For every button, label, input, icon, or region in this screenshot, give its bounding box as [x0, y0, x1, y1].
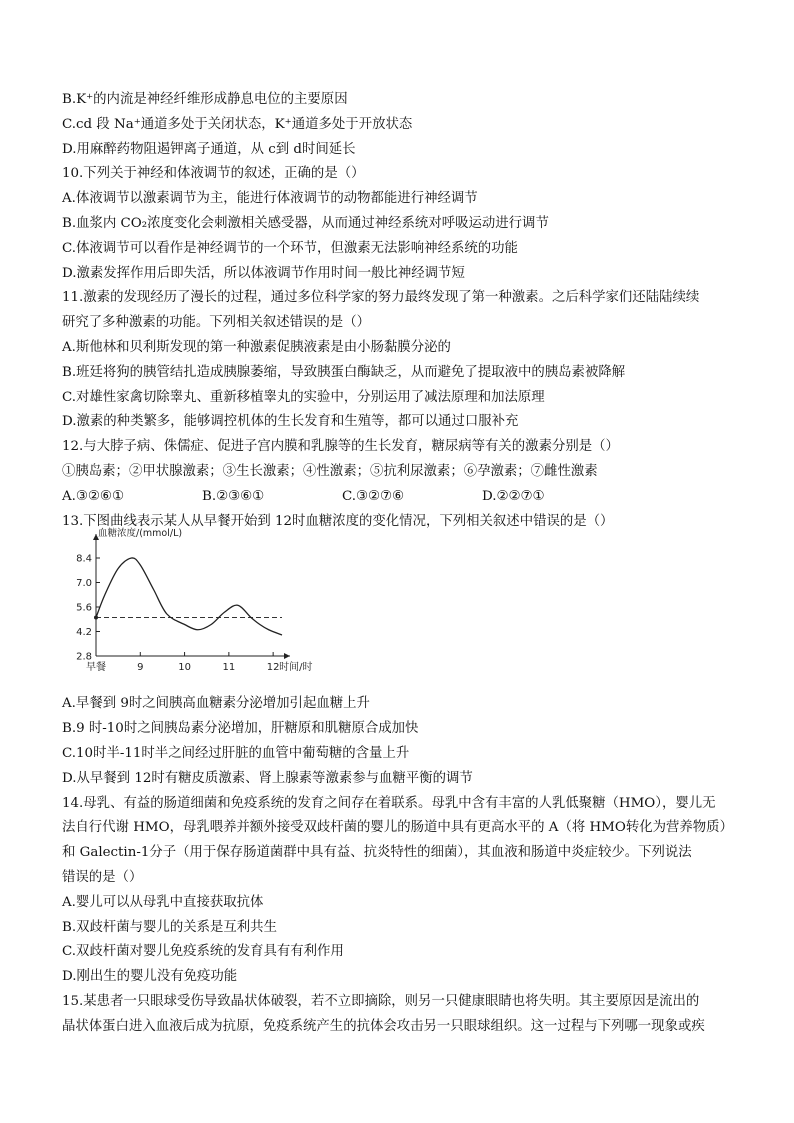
text-line: D.刚出生的婴儿没有免疫功能	[62, 969, 238, 985]
text-line: C.体液调节可以看作是神经调节的一个环节，但激素无法影响神经系统的功能	[62, 240, 518, 256]
text-line: B.9 时-10时之间胰岛素分泌增加，肝糖原和肌糖原合成加快	[62, 721, 419, 737]
x-tick-label: 10	[178, 662, 191, 674]
question-10-stem: 10.下列关于神经和体液调节的叙述，正确的是（）	[62, 166, 365, 182]
text-line: A.婴儿可以从母乳中直接获取抗体	[62, 894, 264, 910]
question-12-options	[62, 485, 734, 510]
text-line: A.体液调节以激素调节为主，能进行体液调节的动物都能进行神经调节	[62, 191, 478, 207]
text-line: B.双歧杆菌与婴儿的关系是互利共生	[62, 919, 277, 935]
text-line: A.早餐到 9时之间胰高血糖素分泌增加引起血糖上升	[62, 696, 370, 712]
y-tick-label: 2.8	[76, 651, 92, 663]
x-tick-label: 11	[222, 662, 236, 674]
x-tick-label: 12	[266, 662, 280, 674]
question-15-stem: 15.某患者一只眼球受伤导致晶状体破裂，若不立即摘除，则另一只健康眼睛也将失明。其主要原因是流出的	[62, 993, 700, 1009]
text-line: D.激素发挥作用后即失活，所以体液调节作用时间一般比神经调节短	[62, 265, 465, 281]
x-tick-label: 早餐	[86, 662, 106, 674]
question-14-stem-cont: 法自行代谢 HMO，母乳喂养并额外接受双歧杆菌的婴儿的肠道中具有更高水平的 A（将 HMO转化为营养物质）	[62, 820, 733, 836]
text-line: D.从早餐到 12时有糖皮质激素、肾上腺素等激素参与血糖平衡的调节	[62, 770, 473, 786]
question-15-stem-cont: 晶状体蛋白进入血液后成为抗原，免疫系统产生的抗体会攻击另一只眼球组织。这一过程与下列哪一现象或疾	[62, 1018, 705, 1034]
option-b: B.②③⑥①	[202, 488, 265, 504]
y-tick-label: 5.6	[76, 602, 92, 614]
option-a: A.③②⑥①	[62, 488, 124, 504]
text-line: D.激素的种类繁多，能够调控机体的生长发育和生殖等，都可以通过口服补充	[62, 414, 519, 430]
text-line: D.用麻醉药物阻遏钾离子通道，从 c到 d时间延长	[62, 141, 356, 157]
text-line: A.斯他林和贝利斯发现的第一种激素促胰液素是由小肠黏膜分泌的	[62, 339, 451, 355]
text-line: B.血浆内 CO₂浓度变化会刺激相关感受器，从而通过神经系统对呼吸运动进行调节	[62, 215, 549, 231]
question-13-stem: 13.下图曲线表示某人从早餐开始到 12时血糖浓度的变化情况，下列相关叙述中错误的是（）	[62, 513, 614, 529]
x-axis-arrow	[284, 653, 290, 659]
x-axis-label: 时间/时	[279, 662, 313, 674]
glucose-curve	[96, 558, 282, 635]
y-tick-label: 7.0	[76, 578, 92, 590]
question-12-stem: 12.与大脖子病、侏儒症、促进子宫内膜和乳腺等的生长发育，糖尿病等有关的激素分别是（）	[62, 439, 619, 455]
y-tick-label: 4.2	[76, 627, 92, 639]
text-line: C.cd 段 Na⁺通道多处于关闭状态，K⁺通道多处于开放状态	[62, 116, 413, 132]
question-11-stem: 11.激素的发现经历了漫长的过程，通过多位科学家的努力最终发现了第一种激素。之后科学家们还陆陆续续	[62, 290, 700, 306]
option-c: C.③②⑦⑥	[342, 488, 405, 504]
text-line: B.K⁺的内流是神经纤维形成静息电位的主要原因	[62, 92, 348, 107]
question-14-stem: 14.母乳、有益的肠道细菌和免疫系统的发育之间存在着联系。母乳中含有丰富的人乳低聚糖（HMO），婴儿无	[62, 795, 716, 811]
hormone-list: ①胰岛素；②甲状腺激素；③生长激素；④性激素；⑤抗利尿激素；⑥孕激素；⑦雌性激素	[62, 463, 598, 479]
chart-svg	[62, 528, 322, 692]
option-d: D.②②⑦①	[482, 488, 545, 504]
exam-page	[62, 88, 734, 1040]
text-line: B.班廷将狗的胰管结扎造成胰腺萎缩，导致胰蛋白酶缺乏，从而避免了提取液中的胰岛素被降解	[62, 364, 626, 380]
text-line: C.对雄性家禽切除睾丸、重新移植睾丸的实验中，分别运用了减法原理和加法原理	[62, 389, 545, 405]
blood-glucose-chart	[62, 528, 734, 692]
question-11-stem-cont: 研究了多种激素的功能。下列相关叙述错误的是（）	[62, 315, 370, 331]
question-14-stem-cont: 和 Galectin-1分子（用于保存肠道菌群中具有益、抗炎特性的细菌），其血液和肠道中炎症较少。下列说法	[62, 845, 692, 861]
start-point	[94, 616, 98, 620]
text-line: C.双歧杆菌对婴儿免疫系统的发育具有有利作用	[62, 944, 344, 960]
x-tick-label: 9	[137, 662, 144, 674]
text-line: C.10时半-11时半之间经过肝脏的血管中葡萄糖的含量上升	[62, 745, 410, 761]
question-14-stem-cont: 错误的是（）	[62, 869, 143, 885]
y-axis-label: 血糖浓度/(mmol/L)	[98, 528, 183, 540]
y-tick-label: 8.4	[76, 553, 92, 565]
